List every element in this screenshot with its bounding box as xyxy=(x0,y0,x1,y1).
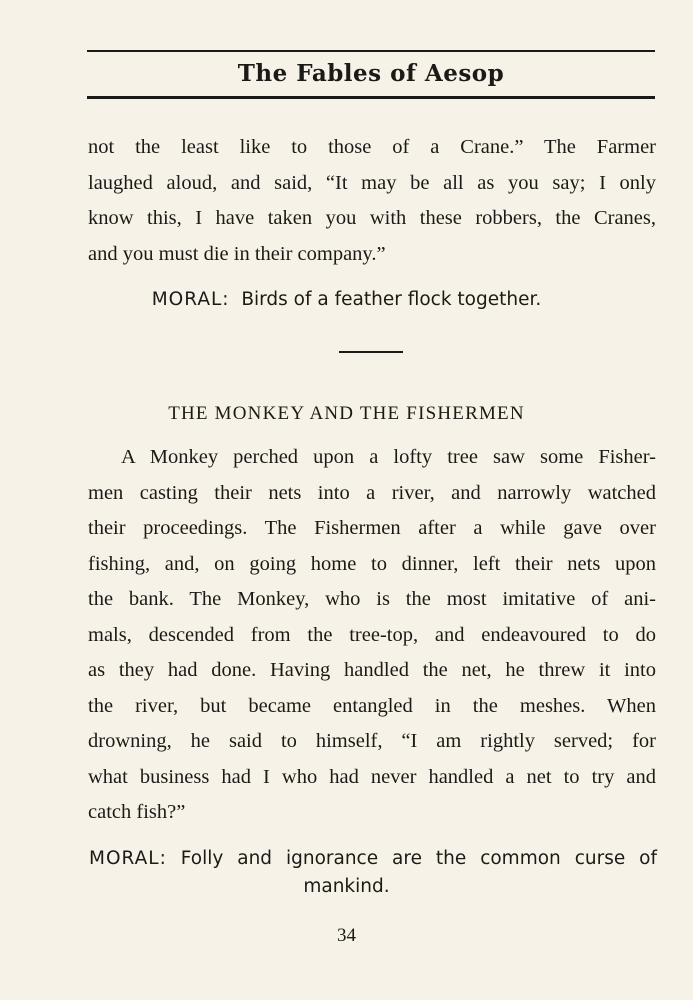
moral-label: MORAL: xyxy=(89,848,167,869)
header-rule-top xyxy=(87,50,655,52)
paragraph-line: know this, I have taken you with these robbers, the Cranes, xyxy=(88,207,656,229)
moral-first xyxy=(0,286,693,314)
continued-paragraph xyxy=(88,130,656,272)
paragraph-line: their proceedings. The Fishermen after a while gave over xyxy=(88,517,656,539)
paragraph-line: mals, descended from the tree-top, and endeavoured to do xyxy=(88,623,656,646)
fable-title: THE MONKEY AND THE FISHERMEN xyxy=(168,403,525,424)
paragraph-line: the river, but became entangled in the meshes. When xyxy=(88,694,656,717)
paragraph-line: what business had I who had never handled a net to try and xyxy=(88,765,656,788)
paragraph-line: A Monkey perched upon a lofty tree saw some Fisher- xyxy=(121,446,656,468)
moral-text: Folly and ignorance are the common curse of xyxy=(180,848,657,869)
paragraph-line: drowning, he said to himself, “I am rightly served; for xyxy=(88,730,656,752)
paragraph-line: catch fish?” xyxy=(88,801,186,823)
moral-text: Birds of a feather flock together. xyxy=(241,289,542,310)
moral-second xyxy=(89,845,657,873)
paragraph-line: not the least like to those of a Crane.” The Farmer xyxy=(88,136,656,158)
paragraph-line: men casting their nets into a river, and narrowly watched xyxy=(88,481,656,504)
paragraph-line: laughed aloud, and said, “It may be all as you say; I only xyxy=(88,171,656,194)
running-head: The Fables of Aesop xyxy=(237,60,505,87)
page-number: 34 xyxy=(337,925,356,946)
header-rule-bottom xyxy=(87,96,655,99)
paragraph-line: and you must die in their company.” xyxy=(88,242,386,265)
moral-second-continued: mankind. xyxy=(303,876,390,897)
fable-body xyxy=(88,440,656,831)
paragraph-line: the bank. The Monkey, who is the most imitative of ani- xyxy=(88,588,656,610)
paragraph-line: as they had done. Having handled the net, he threw it into xyxy=(88,659,656,681)
paragraph-line: fishing, and, on going home to dinner, left their nets upon xyxy=(88,552,656,575)
moral-label: MORAL: xyxy=(151,289,230,310)
section-separator xyxy=(339,351,403,353)
